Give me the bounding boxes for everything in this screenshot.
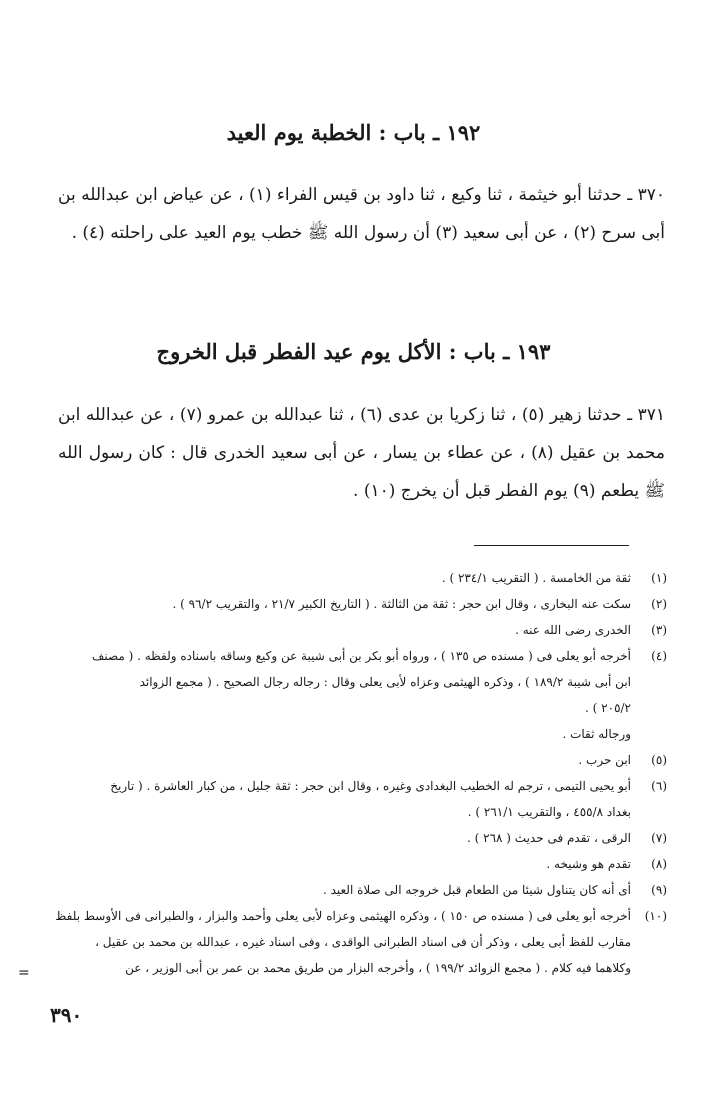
footnote-number: (٤) xyxy=(651,649,667,663)
footnote-text: سكت عنه البخارى ، وقال ابن حجر : ثقة من الثالثة . ( التاريخ الكبير ٢١/٧ ، والتقريب ٩٦/٢ ) . xyxy=(172,597,631,611)
footnote-4-continued xyxy=(50,721,667,747)
footnote-text: تقدم هو وشيخه . xyxy=(546,857,631,871)
footnote-1 xyxy=(50,565,667,591)
footnote-number: (١) xyxy=(651,571,667,585)
hadith-370-text: ٣٧٠ ـ حدثنا أبو خيثمة ، ثنا وكيع ، ثنا داود بن قيس الفراء (١) ، عن عياض ابن عبدالله بن أبى سرح (٢) ، عن أبى سعيد (٣) أن رسول الله ﷺ خطب يوم العيد على راحلته (٤) . xyxy=(58,185,666,243)
footnote-text: أى أنه كان يتناول شيئا من الطعام قبل خروجه الى صلاة العيد . xyxy=(322,883,631,897)
footnote-text: بغداد ٤٥٥/٨ ، والتقريب ٢٦١/١ ) . xyxy=(467,805,631,819)
footnote-5 xyxy=(50,747,667,773)
footnote-text: ثقة من الخامسة . ( التقريب ٢٣٤/١ ) . xyxy=(441,571,631,585)
footnote-text: وكلاهما فيه كلام . ( مجمع الزوائد ١٩٩/٢ ) ، وأخرجه البزار من طريق محمد بن عمر بن أبى الوزير ، عن xyxy=(125,961,631,975)
footnote-10-continued xyxy=(50,955,667,981)
footnote-text: ٢٠٥/٢ ) . xyxy=(585,701,631,715)
footnote-text: ابن حرب . xyxy=(578,753,631,767)
footnote-number: (٦) xyxy=(651,779,667,793)
footnote-text: الخدرى رضى الله عنه . xyxy=(515,623,631,637)
hadith-371-text: ٣٧١ ـ حدثنا زهير (٥) ، ثنا زكريا بن عدى (٦) ، ثنا عبدالله بن عمرو (٧) ، عن عبدالله ابن محمد بن عقيل (٨) ، عن عطاء بن يسار ، عن أبى سعيد الخدرى قال : كان رسول الله ﷺ يطعم (٩) يوم الفطر قبل أن يخرج (١٠) . xyxy=(58,405,665,501)
footnote-9 xyxy=(50,877,667,903)
footnote-6 xyxy=(50,773,667,799)
footnote-3 xyxy=(50,617,667,643)
page-number: ٣٩٠ xyxy=(50,1003,83,1027)
footnote-text: الرقى ، تقدم فى حديث ( ٢٦٨ ) . xyxy=(467,831,631,845)
footnote-7 xyxy=(50,825,667,851)
footnote-number: (٩) xyxy=(651,883,667,897)
footnote-10-continued xyxy=(50,929,667,955)
footnote-number: (٨) xyxy=(651,857,667,871)
footnote-text: ابن أبى شيبة ١٨٩/٢ ) ، وذكره الهيثمى وعزاه لأبى يعلى وقال : رجاله رجال الصحيح . ( مجمع الزوائد xyxy=(139,675,631,689)
footnote-2 xyxy=(50,591,667,617)
footnote-number: (٧) xyxy=(651,831,667,845)
chapter-heading-192: ١٩٢ ـ باب : الخطبة يوم العيد xyxy=(226,120,481,145)
chapter-heading-193: ١٩٣ ـ باب : الأكل يوم عيد الفطر قبل الخروج xyxy=(156,339,551,364)
footnote-number: (٣) xyxy=(651,623,667,637)
footnote-number: (١٠) xyxy=(644,909,667,923)
footnote-text: أخرجه أبو يعلى فى ( مسنده ص ١٣٥ ) ، ورواه أبو بكر بن أبى شيبة عن وكيع وساقه باسناده ولفظه . ( مصنف xyxy=(91,649,631,663)
footnote-text: ورجاله ثقات . xyxy=(562,727,631,741)
footnote-number: (٢) xyxy=(651,597,667,611)
footnote-text: أبو يحيى التيمى ، ترجم له الخطيب البغدادى وغيره ، وقال ابن حجر : ثقة جليل ، من كبار العاشرة . ( تاريخ xyxy=(110,779,631,793)
footnote-4-continued xyxy=(50,669,667,695)
footnote-10 xyxy=(50,903,667,929)
footnote-4-continued xyxy=(50,695,667,721)
footnote-4 xyxy=(50,643,667,669)
footnote-8 xyxy=(50,851,667,877)
footnote-text: مقارب للفظ أبى يعلى ، وذكر أن فى اسناد الطبرانى الواقدى ، وفى اسناد غيره ، عبدالله بن محمد بن عقيل ، xyxy=(95,935,631,949)
footnote-6-continued xyxy=(50,799,667,825)
footnote-text: أخرجه أبو يعلى فى ( مسنده ص ١٥٠ ) ، وذكره الهيثمى وعزاه لأبى يعلى وأحمد والبزار ، والطبرانى فى الأوسط بلفظ xyxy=(55,909,631,923)
footnote-number: (٥) xyxy=(651,753,667,767)
footnote-divider xyxy=(474,545,629,546)
continuation-mark: = xyxy=(18,965,30,981)
footnotes-section xyxy=(50,565,667,981)
